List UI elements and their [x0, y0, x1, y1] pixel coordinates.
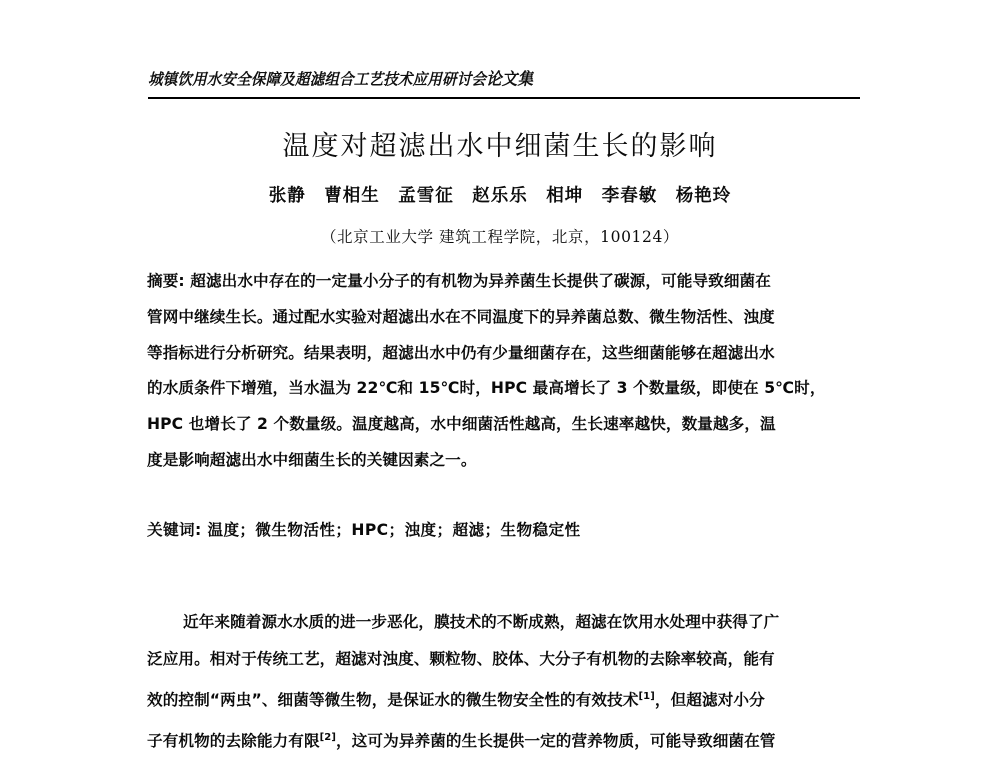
keywords-line: 关键词: 温度；微生物活性；HPC；浊度；超滤；生物稳定性	[147, 521, 581, 539]
abstract-line: 管网中继续生长。通过配水实验对超滤出水在不同温度下的异养菌总数、微生物活性、浊度	[147, 307, 775, 326]
running-header	[148, 69, 860, 90]
abstract-line: 等指标进行分析研究。结果表明，超滤出水中仍有少量细菌存在，这些细菌能够在超滤出水	[147, 343, 775, 362]
body-line-text-rest: ，这可为异养菌的生长提供一定的营养物质，可能导致细菌在管	[336, 732, 776, 751]
header-divider	[148, 97, 860, 99]
body-line	[147, 719, 873, 760]
citation-ref-1: [1]	[638, 691, 655, 702]
running-header-main: 城镇饮用水安全保障及超滤组合工艺技术应用研讨会	[148, 71, 487, 89]
abstract-section	[147, 264, 873, 479]
author-list: 张静 曹相生 孟雪征 赵乐乐 相坤 李春敏 杨艳玲	[268, 186, 732, 206]
citation-ref-2: [2]	[319, 732, 337, 744]
abstract-line: 摘要: 超滤出水中存在的一定量小分子的有机物为异养菌生长提供了碳源，可能导致细菌在	[147, 272, 771, 290]
paper-title: 温度对超滤出水中细菌生长的影响	[282, 131, 718, 162]
body-line-text: 子有机物的去除能力有限	[147, 732, 320, 751]
running-header-text	[148, 71, 860, 90]
running-header-tail: 论文集	[486, 69, 534, 89]
body-line: 泛应用。相对于传统工艺，超滤对浊度、颗粒物、胶体、大分子有机物的去除率较高，能有	[147, 650, 775, 668]
body-line-text: 效的控制“两虫”、细菌等微生物，是保证水的微生物安全性的有效技术	[147, 691, 639, 710]
body-paragraph	[147, 604, 873, 760]
body-line: 近年来随着源水水质的进一步恶化，膜技术的不断成熟，超滤在饮用水处理中获得了广	[183, 613, 780, 631]
abstract-line: HPC 也增长了 2 个数量级。温度越高，水中细菌活性越高，生长速率越快，数量越多，温	[147, 415, 776, 434]
affiliation-line: （北京工业大学 建筑工程学院，北京，100124）	[320, 228, 680, 246]
body-line	[147, 678, 873, 719]
abstract-line: 的水质条件下增殖，当水温为 22℃和 15℃时，HPC 最高增长了 3 个数量级，即使在 5℃时，	[147, 379, 826, 398]
body-line-text-rest: ，但超滤对小分	[654, 691, 765, 710]
abstract-line: 度是影响超滤出水中细菌生长的关键因素之一。	[147, 450, 477, 469]
